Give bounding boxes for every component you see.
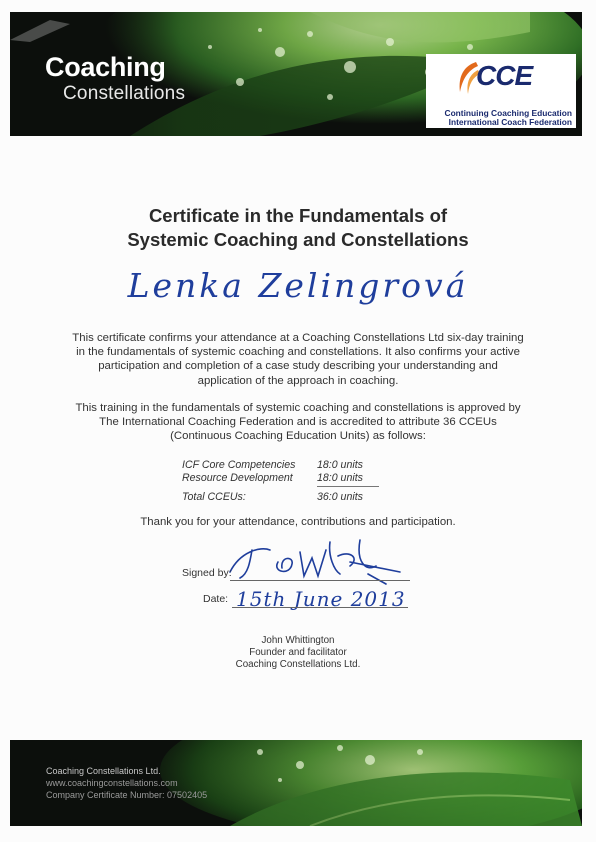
- units-row: [182, 472, 422, 485]
- handwritten-date: 15th June 2013: [236, 587, 406, 611]
- cce-logo-block: [426, 54, 576, 128]
- cce-tagline: Continuing Coaching Education: [444, 108, 572, 118]
- footer-company: Coaching Constellations Ltd.: [46, 766, 161, 776]
- cce-acronym: CCE: [476, 60, 533, 91]
- units-label: ICF Core Competencies: [182, 459, 296, 471]
- units-value: 18:0 units: [317, 459, 363, 471]
- signed-label: Signed by:: [182, 567, 232, 579]
- footer-website[interactable]: www.coachingconstellations.com: [46, 778, 178, 788]
- certificate-title-line1: Certificate in the Fundamentals of: [148, 205, 448, 226]
- header-banner: [10, 12, 582, 136]
- date-line: [232, 607, 408, 608]
- signatory-name: John Whittington: [261, 635, 335, 646]
- date-label: Date:: [203, 593, 229, 605]
- cce-organization: International Coach Federation: [448, 117, 572, 127]
- signatory-role: Founder and facilitator: [249, 647, 347, 658]
- footer-banner: [10, 740, 582, 826]
- thanks-text: Thank you for your attendance, contributions and participation.: [140, 516, 456, 528]
- units-value: 18:0 units: [317, 472, 363, 484]
- units-table: [182, 459, 422, 504]
- total-label: Total CCEUs:: [182, 491, 246, 503]
- recipient-name: Lenka Zelingrová: [127, 266, 469, 305]
- signatory-company: Coaching Constellations Ltd.: [235, 659, 361, 670]
- accreditation-paragraph: This training in the fundamentals of systemic coaching and constellations is approved by The International Coaching Federation and is accredited to attribute 36 CCEUs (Continuous Coaching Education Units) as follows:: [75, 402, 521, 443]
- units-divider: [317, 486, 379, 487]
- confirmation-paragraph: This certificate confirms your attendance at a Coaching Constellations Ltd six-day training in the fundamentals of systemic coaching and constellations. It also confirms your active participation and completion of a case study describing your understanding and application of the approach in coaching.: [72, 332, 524, 387]
- units-total-row: [182, 491, 422, 504]
- signature-line: [230, 580, 410, 581]
- footer-registration: Company Certificate Number: 07502405: [46, 790, 208, 800]
- units-row: [182, 459, 422, 472]
- brand-title: Coaching: [45, 52, 166, 82]
- brand-subtitle: Constellations: [63, 83, 186, 104]
- certificate-title-line2: Systemic Coaching and Constellations: [127, 229, 469, 250]
- units-label: Resource Development: [182, 472, 293, 484]
- handwritten-signature: [200, 532, 420, 592]
- total-value: 36:0 units: [317, 491, 363, 503]
